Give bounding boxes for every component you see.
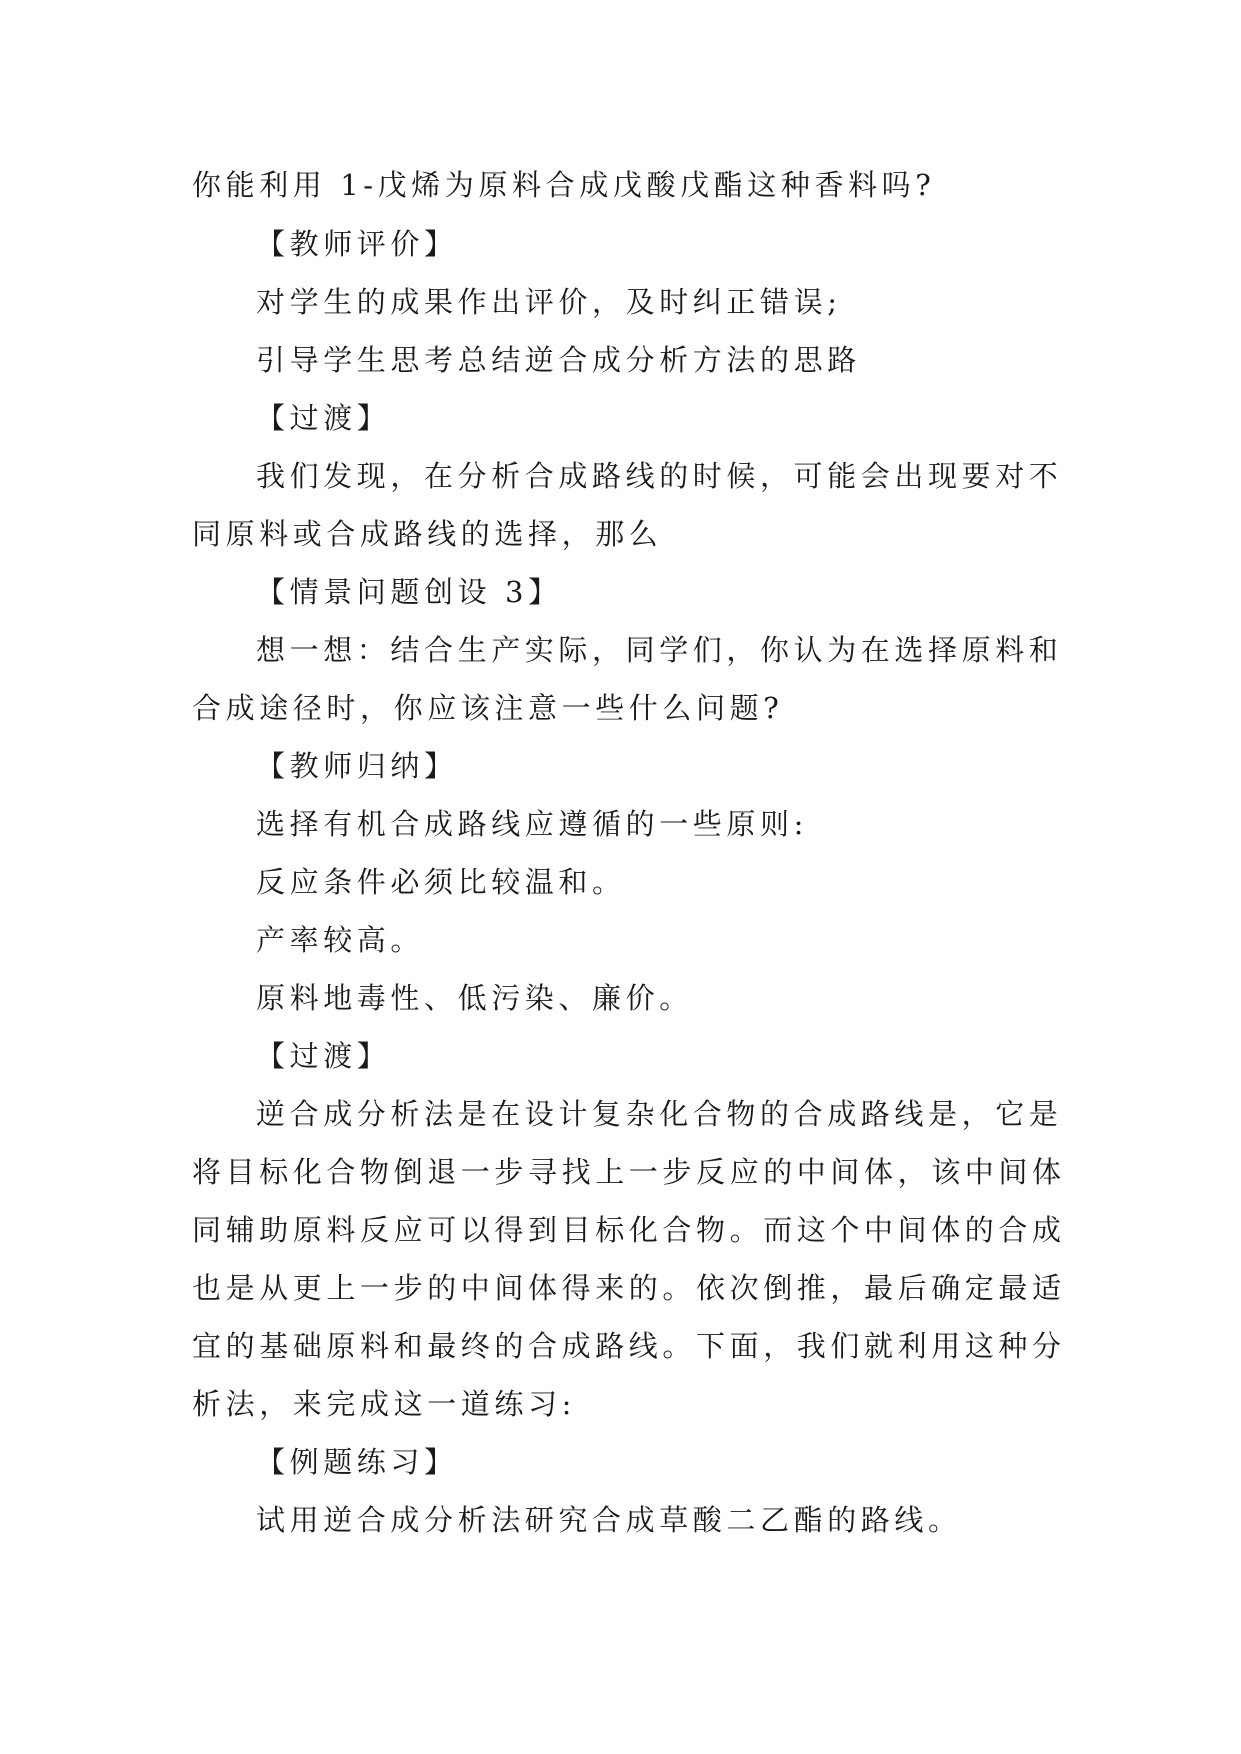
section-heading-teacher-evaluation: 【教师评价】 [256,227,458,261]
list-item: 反应条件必须比较温和。 [256,865,626,899]
section-heading-scenario-3: 【情景问题创设 3】 [256,575,562,609]
list-item: 产率较高。 [256,923,425,957]
text-line: 试用逆合成分析法研究合成草酸二乙酯的路线。 [256,1503,962,1537]
text-line: 逆合成分析法是在设计复杂化合物的合成路线是，它是 [256,1097,1063,1131]
text-line: 对学生的成果作出评价，及时纠正错误; [256,285,842,319]
section-heading-teacher-summary: 【教师归纳】 [256,749,458,783]
text-line: 宜的基础原料和最终的合成路线。下面，我们就利用这种分 [192,1329,1066,1363]
list-item: 原料地毒性、低污染、廉价。 [256,981,693,1015]
text-line: 你能利用 1-戊烯为原料合成戊酸戊酯这种香料吗? [192,168,936,202]
text-line: 析法，来完成这一道练习: [192,1387,576,1421]
section-heading-example-exercise: 【例题练习】 [256,1445,458,1479]
text-line: 同辅助原料反应可以得到目标化合物。而这个中间体的合成 [192,1213,1066,1247]
text-line: 引导学生思考总结逆合成分析方法的思路 [256,343,861,377]
section-heading-transition: 【过渡】 [256,401,391,435]
text-line: 同原料或合成路线的选择，那么 [192,517,663,551]
text-line: 合成途径时，你应该注意一些什么问题? [192,691,784,725]
text-line: 将目标化合物倒退一步寻找上一步反应的中间体，该中间体 [192,1155,1066,1189]
section-heading-transition: 【过渡】 [256,1039,391,1073]
text-line: 选择有机合成路线应遵循的一些原则: [256,807,808,841]
text-line: 想一想：结合生产实际，同学们，你认为在选择原料和 [256,633,1063,667]
text-line: 也是从更上一步的中间体得来的。依次倒推，最后确定最适 [192,1271,1066,1305]
text-line: 我们发现，在分析合成路线的时候，可能会出现要对不 [256,459,1063,493]
